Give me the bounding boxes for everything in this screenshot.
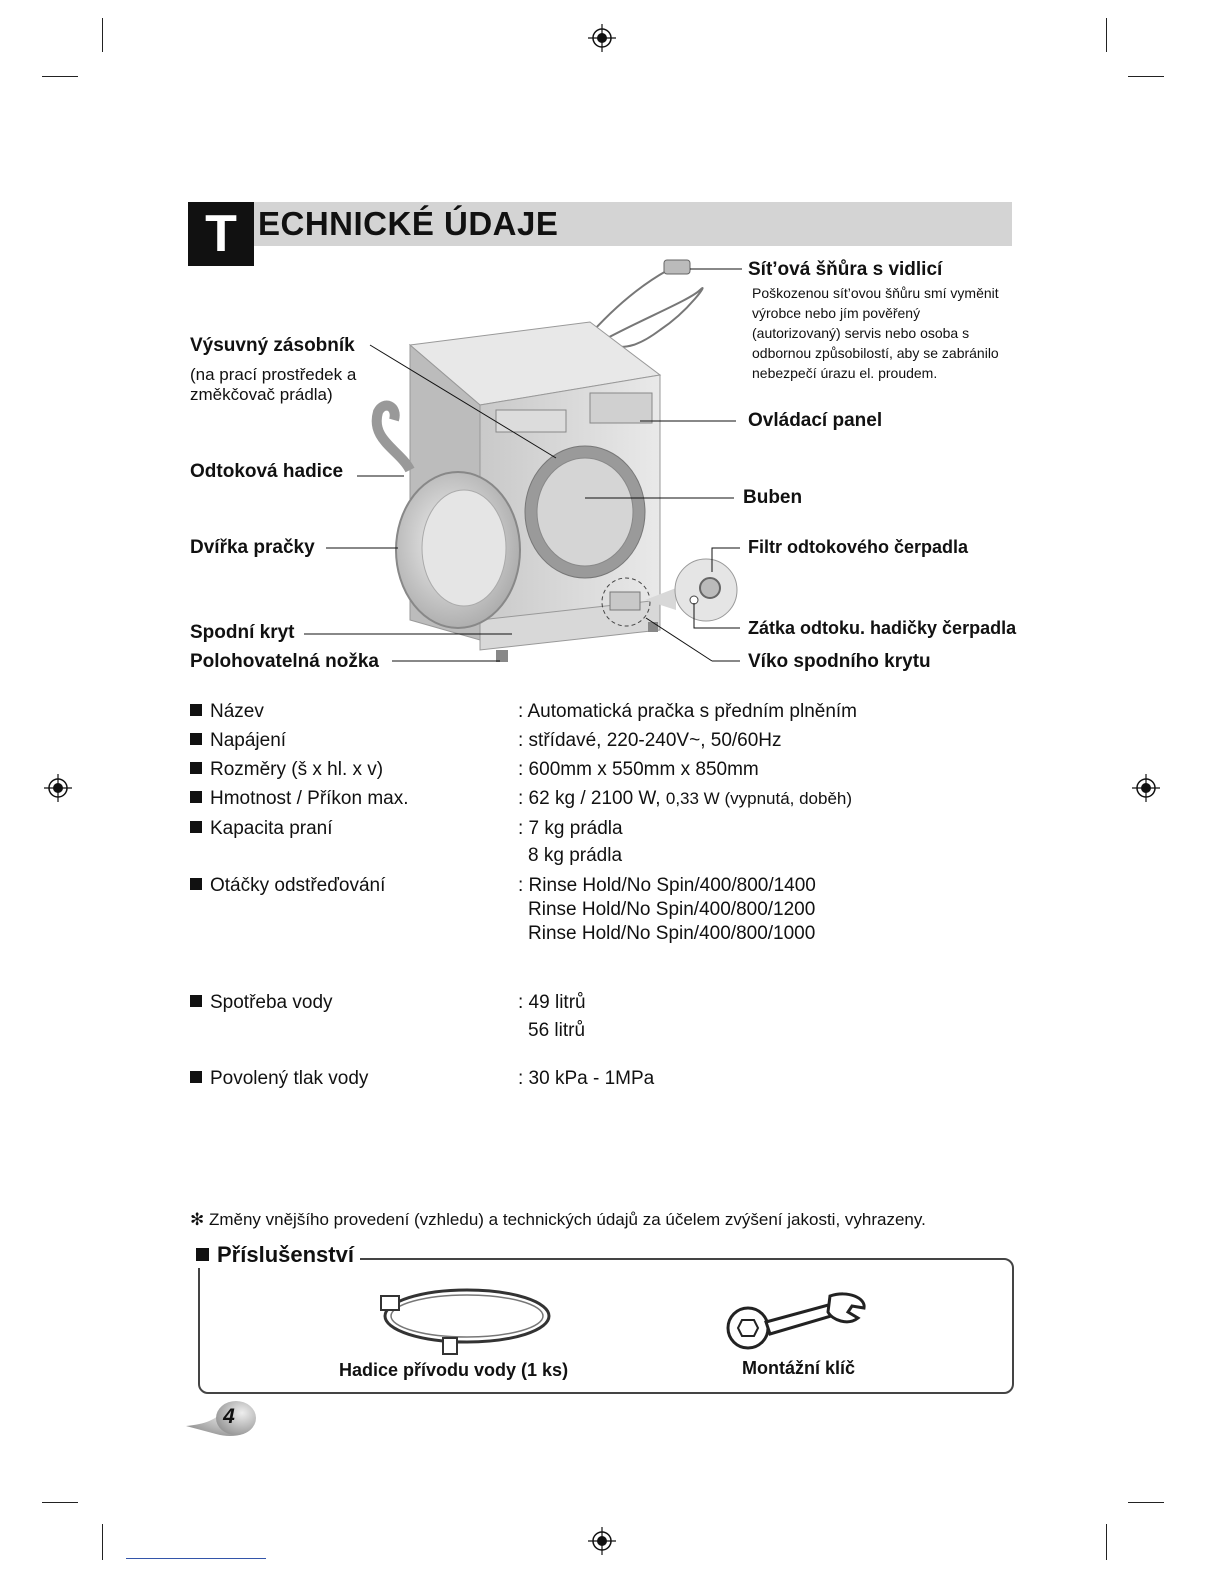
crop-mark bbox=[102, 1524, 103, 1560]
accessories-title-text: Příslušenství bbox=[217, 1242, 354, 1267]
power-cord-note-2: výrobce nebo jím pověřený bbox=[752, 305, 921, 321]
page-title: ECHNICKÉ ÚDAJE bbox=[258, 205, 559, 242]
label-adjustable-foot: Polohovatelná nožka bbox=[190, 651, 379, 672]
label-control-panel: Ovládací panel bbox=[748, 410, 883, 431]
crop-mark bbox=[1128, 1502, 1164, 1503]
page-number: 4 bbox=[223, 1405, 235, 1428]
accessory-wrench: Montážní klíč bbox=[742, 1358, 856, 1378]
label-drawer-sub-1: (na prací prostředek a bbox=[190, 365, 357, 384]
registration-mark-icon bbox=[1131, 773, 1161, 803]
spec-label: Hmotnost / Příkon max. bbox=[210, 788, 409, 809]
spec-value: : 49 litrů bbox=[518, 992, 586, 1013]
registration-mark-icon bbox=[43, 773, 73, 803]
footnote: ✻ Změny vnějšího provedení (vzhledu) a technických údajů za účelem zvýšení jakosti, vyhrazeny. bbox=[190, 1210, 926, 1229]
power-cord-note-3: (autorizovaný) servis nebo osoba s bbox=[752, 325, 970, 341]
label-pump-filter: Filtr odtokového čerpadla bbox=[748, 537, 969, 557]
power-cord-note-1: Poškozenou sít’ovou šňůru smí vyměnit bbox=[752, 285, 999, 301]
crop-mark bbox=[42, 1502, 78, 1503]
spec-value: : 30 kPa - 1MPa bbox=[518, 1068, 655, 1089]
label-door: Dvířka pračky bbox=[190, 537, 315, 558]
washing-machine-illustration bbox=[0, 0, 1224, 700]
spec-label: Napájení bbox=[210, 730, 287, 751]
crop-mark bbox=[1106, 1524, 1107, 1560]
accessory-water-hose: Hadice přívodu vody (1 ks) bbox=[339, 1360, 569, 1380]
label-drum: Buben bbox=[743, 487, 803, 508]
spec-label: Název bbox=[210, 701, 264, 722]
wrench-icon bbox=[720, 1290, 870, 1350]
bullet-icon bbox=[190, 762, 202, 774]
spec-label: Kapacita praní bbox=[210, 818, 333, 839]
bullet-icon bbox=[190, 1071, 202, 1083]
bullet-icon bbox=[190, 704, 202, 716]
spec-value: : Automatická pračka s předním plněním bbox=[518, 701, 857, 722]
label-drain-hose: Odtoková hadice bbox=[190, 461, 344, 482]
label-drawer-sub-2: změkčovač prádla) bbox=[190, 385, 333, 404]
spec-value: : 600mm x 550mm x 850mm bbox=[518, 759, 759, 780]
spec-value: : střídavé, 220-240V~, 50/60Hz bbox=[518, 730, 782, 751]
accessories-title bbox=[192, 1242, 360, 1268]
bullet-icon bbox=[190, 791, 202, 803]
spec-value: : 7 kg prádla bbox=[518, 818, 623, 839]
spec-extra-value: Rinse Hold/No Spin/400/800/1000 bbox=[528, 923, 816, 944]
spec-label: Rozměry (š x hl. x v) bbox=[210, 759, 384, 780]
spec-label: Spotřeba vody bbox=[210, 992, 333, 1013]
label-drain-plug: Zátka odtoku. hadičky čerpadla bbox=[748, 618, 1017, 638]
spec-label: Povolený tlak vody bbox=[210, 1068, 369, 1089]
bullet-icon bbox=[196, 1248, 209, 1261]
accessories-box bbox=[198, 1258, 1014, 1394]
registration-mark-icon bbox=[587, 1526, 617, 1556]
crop-mark bbox=[126, 1558, 266, 1559]
spec-value: : 62 kg / 2100 W, bbox=[518, 788, 661, 809]
bullet-icon bbox=[190, 878, 202, 890]
spec-value-small: 0,33 W (vypnutá, doběh) bbox=[665, 789, 853, 808]
spec-extra-value: 56 litrů bbox=[528, 1020, 586, 1041]
label-bottom-cover: Spodní kryt bbox=[190, 622, 295, 643]
bullet-icon bbox=[190, 821, 202, 833]
water-hose-icon bbox=[375, 1282, 555, 1358]
spec-extra-value: Rinse Hold/No Spin/400/800/1200 bbox=[528, 899, 816, 920]
spec-label: Otáčky odstřeďování bbox=[210, 875, 386, 896]
label-cover-lid: Víko spodního krytu bbox=[748, 651, 931, 672]
bullet-icon bbox=[190, 995, 202, 1007]
spec-extra-value: 8 kg prádla bbox=[528, 845, 623, 866]
title-initial: T bbox=[188, 202, 254, 266]
power-cord-note-5: nebezpečí úrazu el. proudem. bbox=[752, 365, 938, 381]
bullet-icon bbox=[190, 733, 202, 745]
label-power-cord: Sít’ová šňůra s vidlicí bbox=[748, 259, 943, 280]
spec-value: : Rinse Hold/No Spin/400/800/1400 bbox=[518, 875, 816, 896]
label-drawer: Výsuvný zásobník bbox=[190, 335, 355, 356]
power-cord-note-4: odbornou způsobilostí, aby se zabránilo bbox=[752, 345, 999, 361]
